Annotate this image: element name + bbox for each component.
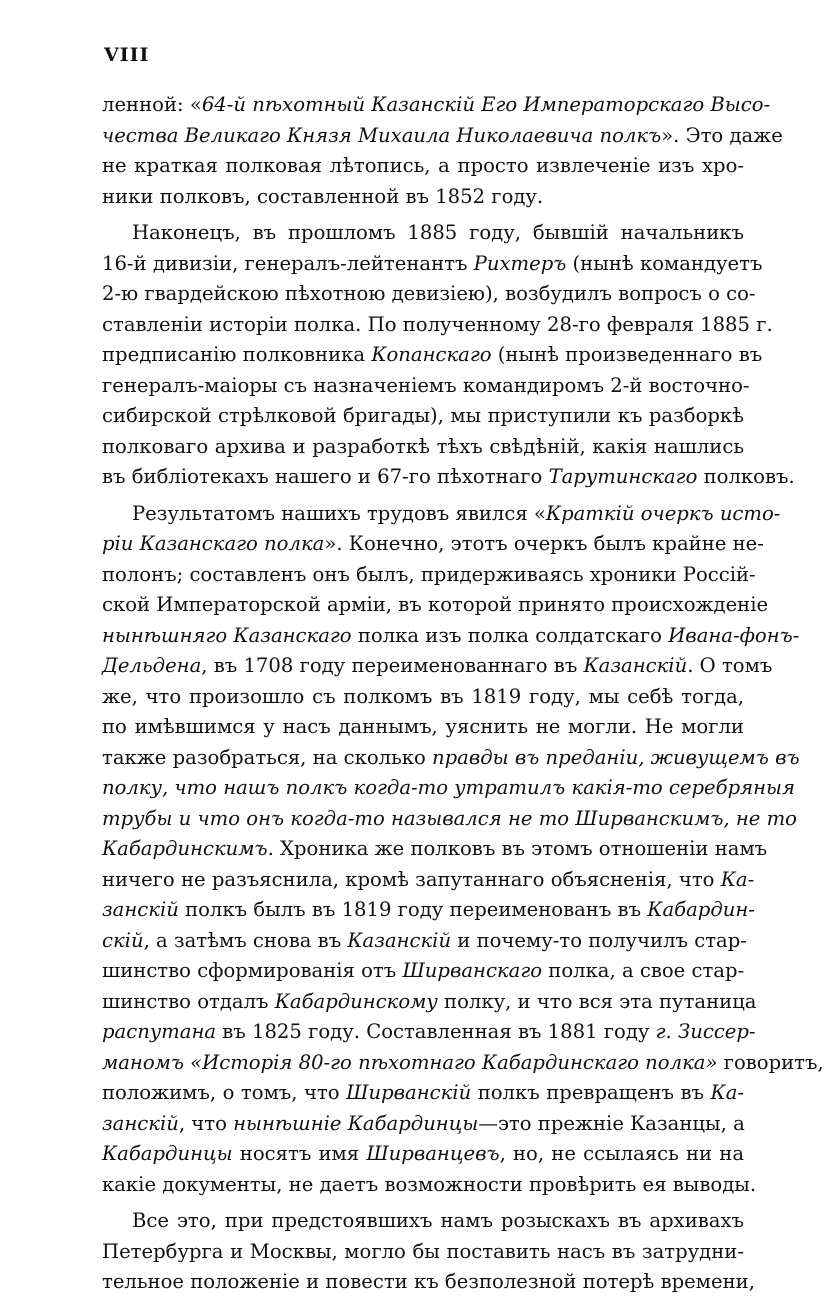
text-line xyxy=(102,1017,756,1048)
text-line xyxy=(102,560,756,591)
italic-run: полку, что нашъ полкъ когда-то утратилъ какія-то серебряныя xyxy=(102,776,795,799)
text-line xyxy=(102,182,744,213)
page-number: VIII xyxy=(104,44,150,66)
text-run: также разобраться, на сколько xyxy=(102,745,433,769)
text-run: ставленіи исторіи полка. По полученному 28-го февраля 1885 г. xyxy=(102,312,773,336)
text-run: 2-ю гвардейскою пѣхотною девизіею), возбудилъ вопросъ о со- xyxy=(102,282,756,305)
text-line xyxy=(102,773,795,804)
text-run: ». Конечно, этотъ очеркъ былъ крайне не- xyxy=(324,532,764,555)
text-line xyxy=(102,1048,824,1079)
italic-run: Краткій очеркъ исто- xyxy=(545,501,781,525)
italic-run: занскій xyxy=(102,898,179,921)
italic-run: Кабардин- xyxy=(647,898,755,921)
text-run: —это прежніе Казанцы, а xyxy=(478,1111,745,1135)
text-run: Все это, при предстоявшихъ намъ розыскахъ въ архивахъ xyxy=(132,1209,744,1232)
text-run: полку, и что вся эта путаница xyxy=(437,989,757,1013)
text-line xyxy=(102,865,755,896)
italic-run: г. Зиссер- xyxy=(655,1020,756,1043)
text-line xyxy=(102,621,800,652)
text-run: сибирской стрѣлковой бригады), мы приступили къ разборкѣ xyxy=(102,404,744,427)
italic-run: Ширванцевъ xyxy=(366,1142,500,1165)
text-run: , въ 1708 году переименованнаго въ xyxy=(201,654,584,677)
text-line xyxy=(102,651,773,682)
text-run: и почему-то получилъ стар- xyxy=(451,928,747,952)
text-run: не краткая полковая лѣтопись, а просто извлеченіе изъ хро- xyxy=(102,154,744,177)
text-run: , а затѣмъ снова въ xyxy=(143,928,348,952)
text-run: ники полковъ, составленной въ 1852 году. xyxy=(102,184,544,208)
text-line xyxy=(102,590,769,621)
italic-run: трубы и что онъ когда-то назывался не то Ширванскимъ, не то xyxy=(102,806,797,830)
italic-run: Ширванскій xyxy=(346,1081,472,1104)
italic-run: маномъ «Исторія 80-го пѣхотнаго Кабардинскаго полка» xyxy=(102,1050,718,1074)
text-line xyxy=(102,432,744,463)
text-run: шинство сформированія отъ xyxy=(102,959,403,982)
text-run: ». Это даже xyxy=(661,123,783,147)
text-line xyxy=(102,401,744,432)
text-line xyxy=(102,340,763,371)
text-run: ленной: « xyxy=(102,93,202,116)
paragraph xyxy=(102,1206,755,1298)
text-run: Результатомъ нашихъ трудовъ явился « xyxy=(132,501,546,525)
text-line xyxy=(102,1078,744,1109)
text-run: предписанію полковника xyxy=(102,343,372,366)
text-run: генералъ-маіоры съ назначеніемъ командиромъ 2-й восточно- xyxy=(102,373,750,397)
italic-run: распутана xyxy=(102,1020,217,1043)
text-line xyxy=(102,834,768,865)
text-line xyxy=(102,804,797,835)
text-line xyxy=(102,462,795,493)
text-line xyxy=(102,1267,755,1298)
text-line xyxy=(102,712,744,743)
italic-run: правды въ преданіи, живущемъ въ xyxy=(432,745,800,769)
text-run: ской Императорской арміи, въ которой принято происхожденіе xyxy=(102,593,769,616)
text-line xyxy=(102,743,800,774)
paragraph xyxy=(102,218,795,493)
italic-run: нынѣшняго Казанскаго xyxy=(102,623,352,647)
text-line xyxy=(102,151,744,182)
text-run: положимъ, о томъ, что xyxy=(102,1081,347,1104)
text-run: Наконецъ, въ прошломъ 1885 году, бывшій начальникъ xyxy=(132,221,744,244)
italic-run: Кабардинскому xyxy=(274,989,438,1013)
italic-run: Казанскій xyxy=(347,928,452,952)
text-run: по имѣвшимся у насъ даннымъ, уяснить не могли. Не могли xyxy=(102,715,744,738)
text-run: говоритъ, xyxy=(717,1050,824,1074)
text-run: тельное положеніе и повести къ безполезной потерѣ времени, xyxy=(102,1270,755,1293)
text-line xyxy=(102,249,763,280)
text-line xyxy=(102,1237,744,1268)
italic-run: Рихтеръ xyxy=(473,251,567,275)
text-run: носятъ имя xyxy=(232,1142,367,1165)
italic-run: Ка- xyxy=(710,1081,744,1104)
text-run: 16-й дивизіи, генералъ-лейтенантъ xyxy=(102,251,474,275)
text-run: въ библіотекахъ нашего и 67-го пѣхотнаго xyxy=(102,465,549,488)
italic-run: Тарутинскаго xyxy=(548,465,698,488)
italic-run: Ка- xyxy=(720,867,755,891)
italic-run: чества Великаго Князя Михаила Николаевича полкъ xyxy=(102,123,662,147)
text-run: въ 1825 году. Составленная въ 1881 году xyxy=(216,1020,656,1043)
text-run: полка изъ полка солдатскаго xyxy=(351,623,669,647)
italic-run: скій xyxy=(102,928,144,952)
text-line xyxy=(102,121,783,152)
paragraph xyxy=(102,90,783,212)
text-run: . Хроника же полковъ въ этомъ отношеніи намъ xyxy=(267,837,768,860)
text-run: (нынѣ произведеннаго въ xyxy=(491,343,763,366)
text-run: Петербурга и Москвы, могло бы поставить насъ въ затрудни- xyxy=(102,1239,744,1263)
text-line xyxy=(102,956,744,987)
italic-run: Казанскій xyxy=(583,654,688,677)
italic-run: нынѣшніе Кабардинцы xyxy=(233,1111,479,1135)
italic-run: 64-й пѣхотный Казанскій Его Императорскаго Высо- xyxy=(201,93,771,116)
text-run: . О томъ xyxy=(687,654,773,677)
text-line xyxy=(102,371,750,402)
text-run: шинство отдалъ xyxy=(102,989,275,1013)
text-run: полковъ. xyxy=(697,465,795,488)
text-line xyxy=(102,682,744,713)
text-line xyxy=(102,895,755,926)
italic-run: Дельдена xyxy=(102,654,202,677)
italic-run: Ивана-фонъ- xyxy=(668,623,800,647)
italic-run: Ширванскаго xyxy=(402,959,543,982)
text-run: (нынѣ командуетъ xyxy=(566,251,763,275)
text-run: полка, а свое стар- xyxy=(542,959,745,982)
text-run: полкъ былъ въ 1819 году переименованъ въ xyxy=(178,898,648,921)
text-line xyxy=(102,987,757,1018)
text-body xyxy=(102,90,824,1298)
italic-run: Кабардинскимъ xyxy=(102,837,268,860)
text-line xyxy=(102,310,773,341)
text-run: полонъ; составленъ онъ былъ, придерживаясь хроники Россій- xyxy=(102,562,756,586)
text-line xyxy=(102,90,771,121)
text-run: , что xyxy=(178,1111,234,1135)
paragraph xyxy=(102,499,824,1201)
italic-run: ріи Казанскаго полка xyxy=(102,532,325,555)
text-run: какіе документы, не даетъ возможности провѣрить ея выводы. xyxy=(102,1172,757,1196)
italic-run: Кабардинцы xyxy=(102,1142,233,1165)
text-run: , но, не ссылаясь ни на xyxy=(499,1142,744,1165)
text-line xyxy=(102,529,764,560)
text-line xyxy=(102,279,756,310)
text-line xyxy=(102,1109,744,1140)
italic-run: Копанскаго xyxy=(371,343,492,366)
text-run: полкъ превращенъ въ xyxy=(471,1081,711,1104)
text-run: же, что произошло съ полкомъ въ 1819 году, мы себѣ тогда, xyxy=(102,684,744,708)
text-line xyxy=(102,499,781,530)
text-line xyxy=(102,218,744,249)
text-line xyxy=(102,1206,744,1237)
text-run: полковаго архива и разработкѣ тѣхъ свѣдѣній, какія нашлись xyxy=(102,434,744,458)
text-run: ничего не разъяснила, кромѣ запутаннаго объясненія, что xyxy=(102,867,721,891)
italic-run: занскій xyxy=(102,1111,179,1135)
text-line xyxy=(102,1170,757,1201)
text-line xyxy=(102,926,747,957)
text-line xyxy=(102,1139,744,1170)
